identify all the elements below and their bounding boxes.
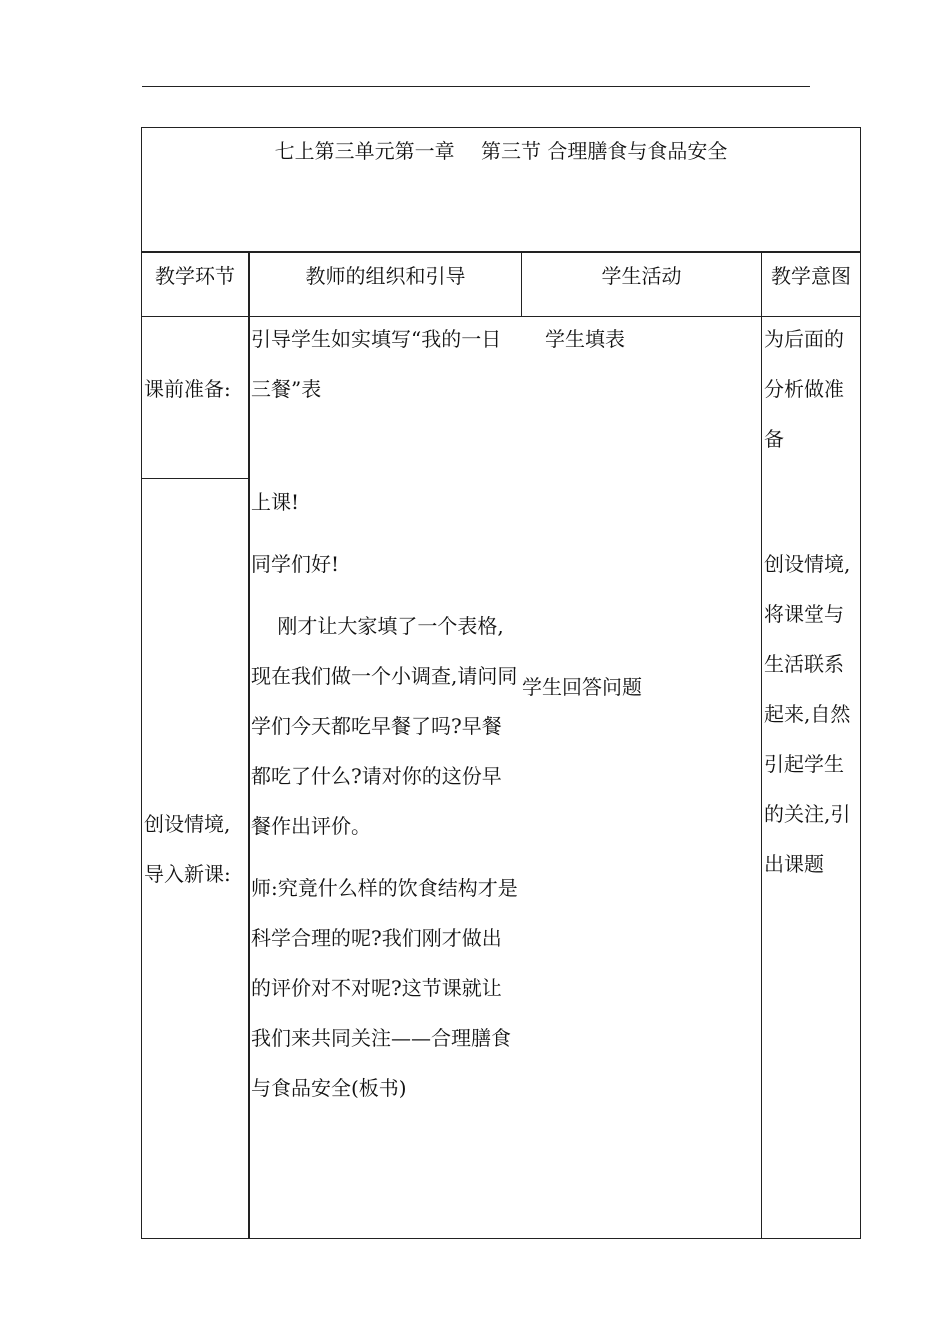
intent-prep: 为后面的分析做准备: [764, 327, 844, 451]
teacher-prep: 引导学生如实填写“我的一日三餐”表: [251, 327, 502, 401]
stage-intro-line-1: 创设情境,: [144, 812, 231, 836]
teacher-survey: 刚才让大家填了一个表格,现在我们做一个小调查,请问同学们今天都吃早餐了吗?早餐都吃了什么?请对你的这份早餐作出评价。: [251, 614, 518, 838]
student-prep: 学生填表: [545, 327, 625, 351]
intent-intro: 创设情境,将课堂与生活联系起来,自然引起学生的关注,引出课题: [764, 552, 851, 876]
stage-intro-line-2: 导入新课:: [144, 862, 231, 886]
stage-prep: 课前准备:: [144, 377, 231, 401]
header-rule: [142, 86, 810, 87]
header-stage: 教学环节: [155, 264, 235, 288]
student-intro: 学生回答问题: [522, 675, 642, 699]
stage-divider: [142, 478, 249, 479]
stage-intro: [144, 799, 250, 899]
teacher-intro: [251, 477, 521, 1113]
teacher-greeting: 上课!: [251, 490, 300, 514]
col-divider-3: [761, 252, 762, 1238]
lesson-plan-table: [141, 127, 861, 1239]
table-title: 七上第三单元第一章 第三节 合理膳食与食品安全: [274, 139, 728, 163]
header-student: 学生活动: [601, 264, 682, 288]
header-teacher: 教师的组织和引导: [305, 264, 466, 288]
header-intent: 教学意图: [771, 264, 851, 288]
teacher-question: 师:究竟什么样的饮食结构才是科学合理的呢?我们刚才做出的评价对不对呢?这节课就让我们来共同关注——合理膳食与食品安全(板书): [251, 876, 518, 1100]
teacher-response: 同学们好!: [251, 552, 340, 576]
